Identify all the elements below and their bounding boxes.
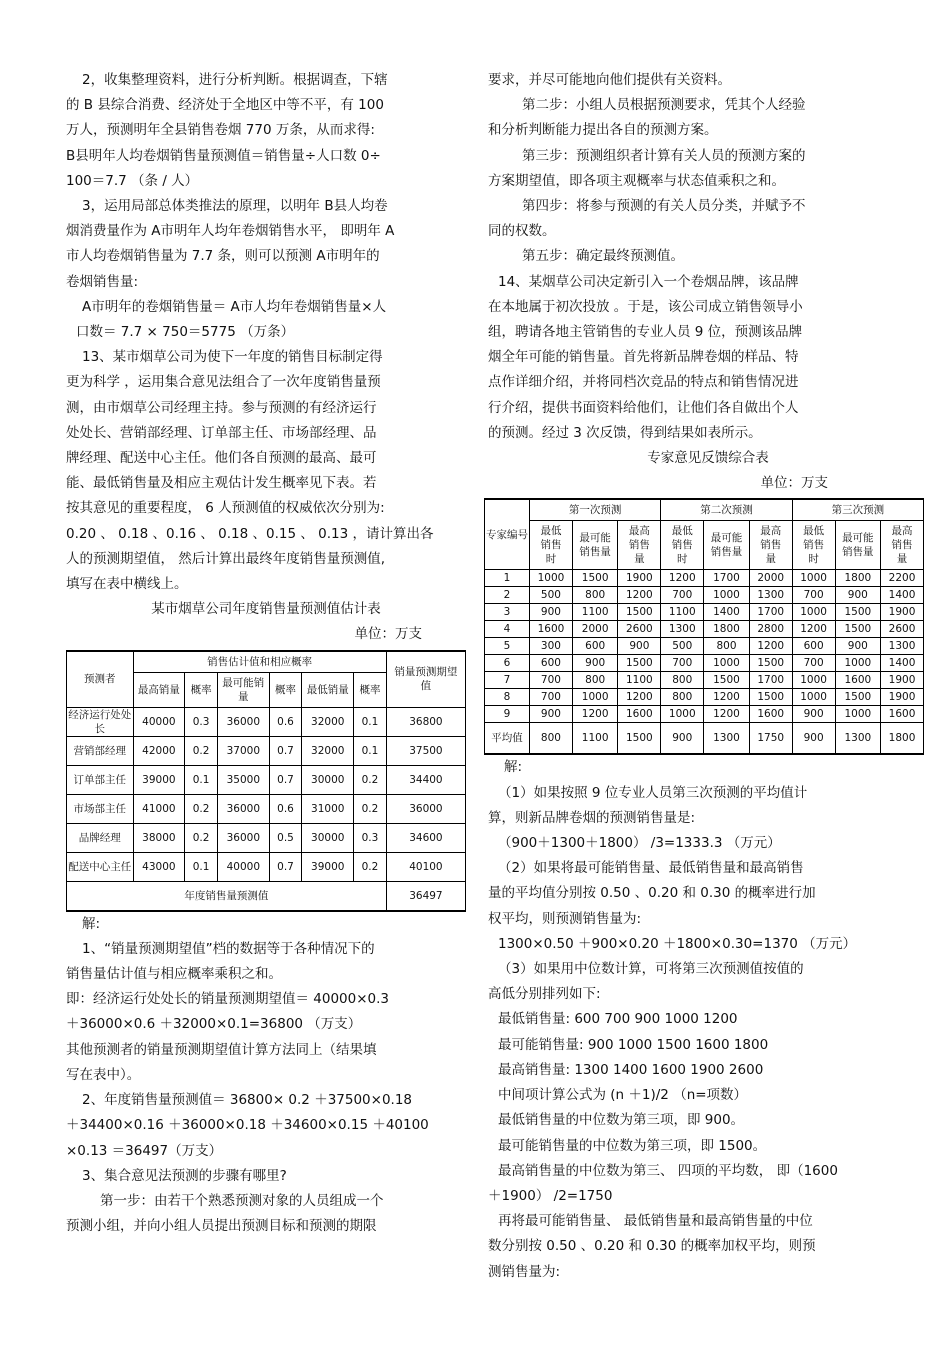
text-line: ×0.13 ＝36497（万支） xyxy=(66,1142,223,1159)
text-line: 烟消费量作为 A市明年人均年卷烟销售水平， 即明年 A xyxy=(66,223,395,240)
average-cell: 800 xyxy=(530,723,573,755)
text-line: 销售量估计值与相应概率乘积之和。 xyxy=(66,966,282,983)
text-line: 13、某市烟草公司为使下一年度的销售目标制定得 xyxy=(82,349,383,366)
average-cell: 1300 xyxy=(835,723,881,755)
table-cell: 1800 xyxy=(704,621,750,638)
sub-header: 最可能销售量 xyxy=(704,521,750,570)
table-cell: 1000 xyxy=(792,689,835,706)
text-line: 第一步：由若干个熟悉预测对象的人员组成一个 xyxy=(100,1192,384,1209)
table-row xyxy=(67,736,466,765)
table-cell: 800 xyxy=(661,689,704,706)
table-cell: 0.2 xyxy=(185,736,218,765)
table-cell: 1500 xyxy=(618,604,661,621)
text-line: 要求，并尽可能地向他们提供有关资料。 xyxy=(488,72,731,88)
average-cell: 900 xyxy=(792,723,835,755)
right-column xyxy=(488,68,928,1285)
average-cell: 1100 xyxy=(572,723,618,755)
text-line: 再将最可能销售量、 最低销售量和最高销售量的中位 xyxy=(498,1213,813,1230)
header-round-2: 第二次预测 xyxy=(661,499,792,521)
table-cell: 0.1 xyxy=(354,736,387,765)
table-cell: 900 xyxy=(572,655,618,672)
expert-id: 1 xyxy=(485,570,530,587)
text-line: 最可能销售量的中位数为第三项，即 1500。 xyxy=(498,1137,767,1154)
table-cell: 0.1 xyxy=(185,852,218,881)
predictor-name: 营销部经理 xyxy=(67,736,134,765)
table-cell: 900 xyxy=(618,638,661,655)
table-cell: 1600 xyxy=(835,672,881,689)
table-cell: 42000 xyxy=(133,736,185,765)
header-expected: 销量预测期望值 xyxy=(386,651,465,708)
table-cell: 1200 xyxy=(618,689,661,706)
average-cell: 1750 xyxy=(749,723,792,755)
sub-header: 最可能销售量 xyxy=(835,521,881,570)
table-cell: 38000 xyxy=(133,823,185,852)
sub-header: 最高销售量 xyxy=(618,521,661,570)
table1-caption: 某市烟草公司年度销售量预测值估计表 xyxy=(151,601,381,618)
text-line: 1300×0.50 ＋900×0.20 ＋1800×0.30=1370 （万元） xyxy=(498,935,857,952)
average-row xyxy=(485,723,924,755)
text-line: 更为科学 ，运用集合意见法组合了一次年度销售量预 xyxy=(66,374,381,391)
table-cell: 300 xyxy=(530,638,573,655)
text-line: 按其意见的重要程度， 6 人预测值的权威依次分别为: xyxy=(66,500,385,517)
total-value: 36497 xyxy=(386,881,465,911)
table-cell: 700 xyxy=(530,689,573,706)
table-row xyxy=(67,765,466,794)
table-cell: 1000 xyxy=(704,587,750,604)
table-cell: 0.6 xyxy=(269,707,302,736)
text-line: 1、“销量预测期望值”档的数据等于各种情况下的 xyxy=(82,940,375,957)
text-line: 的 B 县综合消费、经济处于全地区中等不平，有 100 xyxy=(66,97,384,114)
text-line: 即：经济运行处处长的销量预测期望值＝ 40000×0.3 xyxy=(66,991,390,1008)
table-cell: 41000 xyxy=(133,794,185,823)
header-round-3: 第三次预测 xyxy=(792,499,923,521)
total-label: 年度销售量预测值 xyxy=(67,881,387,911)
table-cell: 1200 xyxy=(618,587,661,604)
predictor-name: 订单部主任 xyxy=(67,765,134,794)
table-cell: 1500 xyxy=(835,621,881,638)
table-row xyxy=(485,587,924,604)
table-cell: 1500 xyxy=(618,655,661,672)
table-cell: 0.5 xyxy=(269,823,302,852)
sub-header: 最高销量 xyxy=(133,672,185,707)
text-line: 最可能销售量: 900 1000 1500 1600 1800 xyxy=(498,1036,769,1053)
sub-header: 最低销售时 xyxy=(661,521,704,570)
sub-header: 概率 xyxy=(185,672,218,707)
text-line: 和分析判断能力提出各自的预测方案。 xyxy=(488,122,718,139)
expert-id: 9 xyxy=(485,706,530,723)
table-cell: 1700 xyxy=(704,570,750,587)
table-cell: 39000 xyxy=(302,852,354,881)
table-row xyxy=(485,570,924,587)
text-line: 算，则新品牌卷烟的预测销售量是: xyxy=(488,809,696,826)
text-line: 数分别按 0.50 、0.20 和 0.30 的概率加权平均，则预 xyxy=(488,1238,816,1255)
text-line: 预测小组，并向小组人员提出预测目标和预测的期限 xyxy=(66,1218,377,1235)
table-cell: 1300 xyxy=(881,638,924,655)
sub-header: 最可能销量 xyxy=(217,672,269,707)
text-line: 烟全年可能的销售量。首先将新品牌卷烟的样品、特 xyxy=(488,349,799,366)
table-cell: 800 xyxy=(704,638,750,655)
table-cell: 1000 xyxy=(572,689,618,706)
table-cell: 0.2 xyxy=(354,794,387,823)
table-cell: 1600 xyxy=(530,621,573,638)
table-cell: 0.3 xyxy=(354,823,387,852)
text-line: 最高销售量: 1300 1400 1600 1900 2600 xyxy=(498,1061,764,1078)
table-cell: 35000 xyxy=(217,765,269,794)
expected-value: 34600 xyxy=(386,823,465,852)
table-cell: 2000 xyxy=(749,570,792,587)
table-cell: 700 xyxy=(661,587,704,604)
table-cell: 1300 xyxy=(749,587,792,604)
table-cell: 1500 xyxy=(749,689,792,706)
text-line: 的预测。经过 3 次反馈，得到结果如表所示。 xyxy=(488,424,762,441)
table2-unit: 单位：万支 xyxy=(760,475,828,492)
table-cell: 0.3 xyxy=(185,707,218,736)
table-cell: 1600 xyxy=(749,706,792,723)
text-line: （900＋1300＋1800） /3=1333.3 （万元） xyxy=(498,835,781,852)
text-line: 能、最低销售量及相应主观估计发生概率见下表。若 xyxy=(66,475,377,492)
text-line: 卷烟销售量: xyxy=(66,273,139,290)
table-cell: 1400 xyxy=(881,655,924,672)
sub-header: 概率 xyxy=(354,672,387,707)
table-row xyxy=(485,621,924,638)
table-cell: 2000 xyxy=(572,621,618,638)
table-cell: 500 xyxy=(661,638,704,655)
table-cell: 1900 xyxy=(881,604,924,621)
table-cell: 1500 xyxy=(835,604,881,621)
expert-id: 5 xyxy=(485,638,530,655)
table-cell: 1400 xyxy=(881,587,924,604)
table-cell: 1200 xyxy=(572,706,618,723)
text-line: 测销售量为: xyxy=(488,1263,561,1280)
table-cell: 1700 xyxy=(749,672,792,689)
table-cell: 0.1 xyxy=(354,707,387,736)
average-cell: 1500 xyxy=(618,723,661,755)
text-line: 点作详细介绍，并将同档次竞品的特点和销售情况进 xyxy=(488,374,799,391)
text-line: 同的权数。 xyxy=(488,223,556,240)
table-cell: 0.2 xyxy=(354,765,387,794)
text-line: 3，运用局部总体类推法的原理，以明年 B县人均卷 xyxy=(82,198,388,215)
table-cell: 1200 xyxy=(704,706,750,723)
text-line: （1）如果按照 9 位专业人员第三次预测的平均值计 xyxy=(498,784,808,801)
table-cell: 40000 xyxy=(217,852,269,881)
table-cell: 1900 xyxy=(881,672,924,689)
table-cell: 600 xyxy=(792,638,835,655)
table-cell: 900 xyxy=(835,638,881,655)
table-cell: 1500 xyxy=(749,655,792,672)
text-line: 高低分别排列如下: xyxy=(488,986,601,1003)
text-line: 第五步：确定最终预测值。 xyxy=(522,248,684,265)
table-cell: 0.7 xyxy=(269,852,302,881)
text-line: 权平均，则预测销售量为: xyxy=(488,910,642,927)
text-line: 市人均卷烟销售量为 7.7 条，则可以预测 A市明年的 xyxy=(66,248,380,265)
table-cell: 600 xyxy=(530,655,573,672)
table-cell: 900 xyxy=(530,706,573,723)
text-line: 行介绍，提供书面资料给他们，让他们各自做出个人 xyxy=(488,399,799,416)
table-cell: 32000 xyxy=(302,736,354,765)
table-row xyxy=(485,672,924,689)
table-cell: 36000 xyxy=(217,707,269,736)
table-row xyxy=(67,852,466,881)
table-cell: 0.6 xyxy=(269,794,302,823)
table-cell: 900 xyxy=(530,604,573,621)
expert-id: 8 xyxy=(485,689,530,706)
header-expert-id: 专家编号 xyxy=(485,499,530,570)
table-cell: 1400 xyxy=(704,604,750,621)
table-row xyxy=(485,655,924,672)
average-cell: 1800 xyxy=(881,723,924,755)
table-cell: 0.7 xyxy=(269,736,302,765)
table-cell: 30000 xyxy=(302,765,354,794)
text-line: 解: xyxy=(504,759,523,776)
text-line: ＋36000×0.6 ＋32000×0.1=36800 （万支） xyxy=(66,1016,362,1033)
sub-header: 最高销售量 xyxy=(749,521,792,570)
text-line: ＋1900） /2=1750 xyxy=(488,1187,613,1204)
text-line: 0.20 、 0.18 、0.16 、 0.18 、0.15 、 0.13 ，请计算出各 xyxy=(66,525,434,542)
text-line: 其他预测者的销量预测期望值计算方法同上（结果填 xyxy=(66,1041,377,1058)
table-cell: 36000 xyxy=(217,794,269,823)
sub-header: 最可能销售量 xyxy=(572,521,618,570)
text-line: 人的预测期望值， 然后计算出最终年度销售量预测值, xyxy=(66,550,386,567)
text-line: （3）如果用中位数计算，可将第三次预测值按值的 xyxy=(498,961,804,978)
text-line: 第二步：小组人员根据预测要求，凭其个人经验 xyxy=(522,97,806,114)
expert-feedback-table xyxy=(484,498,924,755)
table-cell: 1600 xyxy=(618,706,661,723)
table-cell: 0.1 xyxy=(185,765,218,794)
table-cell: 1900 xyxy=(618,570,661,587)
table-cell: 700 xyxy=(792,587,835,604)
left-column xyxy=(66,68,466,1239)
table-cell: 1000 xyxy=(704,655,750,672)
expected-value: 34400 xyxy=(386,765,465,794)
table-cell: 1200 xyxy=(792,621,835,638)
table-cell: 2800 xyxy=(749,621,792,638)
table-cell: 1000 xyxy=(792,570,835,587)
table-cell: 0.2 xyxy=(185,823,218,852)
text-line: 测，由市烟草公司经理主持。参与预测的有经济运行 xyxy=(66,399,377,416)
expected-value: 36000 xyxy=(386,794,465,823)
text-line: 2、年度销售量预测值＝ 36800× 0.2 ＋37500×0.18 xyxy=(82,1092,413,1109)
table-cell: 31000 xyxy=(302,794,354,823)
table-cell: 32000 xyxy=(302,707,354,736)
table-cell: 1900 xyxy=(881,689,924,706)
table-cell: 1200 xyxy=(749,638,792,655)
table-cell: 37000 xyxy=(217,736,269,765)
table-cell: 1000 xyxy=(835,706,881,723)
text-line: 口数＝ 7.7 × 750＝5775 （万条） xyxy=(76,324,295,341)
text-line: 写在表中）。 xyxy=(66,1066,141,1083)
table-row xyxy=(67,794,466,823)
table-row xyxy=(67,823,466,852)
table-cell: 600 xyxy=(572,638,618,655)
table-cell: 900 xyxy=(835,587,881,604)
table-cell: 1600 xyxy=(881,706,924,723)
table-cell: 1800 xyxy=(835,570,881,587)
text-line: 解: xyxy=(82,915,101,932)
table-cell: 40000 xyxy=(133,707,185,736)
text-line: 牌经理、配送中心主任。他们各自预测的最高、最可 xyxy=(66,450,377,467)
table-cell: 800 xyxy=(572,672,618,689)
expected-value: 37500 xyxy=(386,736,465,765)
table-cell: 2200 xyxy=(881,570,924,587)
table-cell: 700 xyxy=(530,672,573,689)
predictor-name: 经济运行处处长 xyxy=(68,708,132,735)
expected-value: 36800 xyxy=(386,707,465,736)
sub-header: 最低销量 xyxy=(302,672,354,707)
text-line: 中间项计算公式为 (n ＋1)/2 （n=项数） xyxy=(498,1087,748,1104)
table-cell: 500 xyxy=(530,587,573,604)
table-cell: 1500 xyxy=(835,689,881,706)
table1-unit: 单位：万支 xyxy=(354,626,422,643)
text-line: 填写在表中横线上。 xyxy=(66,576,188,593)
predictor-name: 品牌经理 xyxy=(67,823,134,852)
table-cell: 700 xyxy=(792,655,835,672)
sub-header: 最高销售量 xyxy=(881,521,924,570)
average-cell: 900 xyxy=(661,723,704,755)
table-cell: 1200 xyxy=(704,689,750,706)
expert-id: 4 xyxy=(485,621,530,638)
table2-caption: 专家意见反馈综合表 xyxy=(647,450,769,467)
table-cell: 800 xyxy=(572,587,618,604)
text-line: （2）如果将最可能销售量、最低销售量和最高销售 xyxy=(498,860,804,877)
table-cell: 1300 xyxy=(661,621,704,638)
header-round-1: 第一次预测 xyxy=(530,499,661,521)
table-cell: 0.7 xyxy=(269,765,302,794)
table-cell: 30000 xyxy=(302,823,354,852)
table-cell: 0.2 xyxy=(185,794,218,823)
predictor-name: 市场部主任 xyxy=(67,794,134,823)
text-line: 在本地属于初次投放 。于是，该公司成立销售领导小 xyxy=(488,298,803,315)
header-predictor: 预测者 xyxy=(67,651,134,708)
text-line: 量的平均值分别按 0.50 、0.20 和 0.30 的概率进行加 xyxy=(488,885,816,902)
average-label: 平均值 xyxy=(485,723,530,755)
sub-header: 最低销售时 xyxy=(792,521,835,570)
text-line: 最低销售量: 600 700 900 1000 1200 xyxy=(498,1011,738,1028)
table-cell: 36000 xyxy=(217,823,269,852)
table-cell: 1000 xyxy=(530,570,573,587)
predictor-name: 配送中心主任 xyxy=(67,852,134,881)
text-line: 最高销售量的中位数为第三、 四项的平均数， 即（1600 xyxy=(498,1162,838,1179)
table-cell: 1000 xyxy=(792,604,835,621)
text-line: 100＝7.7 （条 / 人） xyxy=(66,172,199,189)
table-cell: 43000 xyxy=(133,852,185,881)
table-row xyxy=(67,707,466,736)
sub-header: 最低销售时 xyxy=(530,521,573,570)
table-row xyxy=(485,638,924,655)
table-cell: 1000 xyxy=(835,655,881,672)
expert-id: 3 xyxy=(485,604,530,621)
table-cell: 2600 xyxy=(618,621,661,638)
text-line: A市明年的卷烟销售量＝ A市人均年卷烟销售量×人 xyxy=(82,298,387,315)
text-line: 第三步：预测组织者计算有关人员的预测方案的 xyxy=(522,147,806,164)
text-line: 第四步：将参与预测的有关人员分类，并赋予不 xyxy=(522,198,806,215)
expected-value: 40100 xyxy=(386,852,465,881)
table-cell: 1000 xyxy=(792,672,835,689)
table-cell: 39000 xyxy=(133,765,185,794)
table-cell: 1100 xyxy=(572,604,618,621)
text-line: 万人，预测明年全县销售卷烟 770 万条，从而求得: xyxy=(66,122,375,139)
text-line: 组，聘请各地主管销售的专业人员 9 位，预测该品牌 xyxy=(488,324,803,341)
table-cell: 2600 xyxy=(881,621,924,638)
average-cell: 1300 xyxy=(704,723,750,755)
table-cell: 0.2 xyxy=(354,852,387,881)
table-row xyxy=(485,706,924,723)
table-total-row xyxy=(67,881,466,911)
text-line: ＋34400×0.16 ＋36000×0.18 ＋34600×0.15 ＋40100 xyxy=(66,1117,429,1134)
text-line: 方案期望值，即各项主观概率与状态值乘积之和。 xyxy=(488,172,785,189)
forecast-estimate-table xyxy=(66,650,466,912)
table-cell: 1500 xyxy=(572,570,618,587)
table-cell: 1700 xyxy=(749,604,792,621)
table-cell: 1100 xyxy=(661,604,704,621)
expert-id: 2 xyxy=(485,587,530,604)
table-row xyxy=(485,689,924,706)
table-row xyxy=(485,604,924,621)
text-line: 处处长、营销部经理、订单部主任、市场部经理、品 xyxy=(66,424,377,441)
sub-header: 概率 xyxy=(269,672,302,707)
table-cell: 800 xyxy=(661,672,704,689)
expert-id: 7 xyxy=(485,672,530,689)
text-line: 14、某烟草公司决定新引入一个卷烟品牌，该品牌 xyxy=(498,273,799,290)
text-line: 3、集合意见法预测的步骤有哪里? xyxy=(82,1167,287,1184)
table-cell: 1000 xyxy=(661,706,704,723)
text-line: B县明年人均卷烟销售量预测值＝销售量÷人口数 0÷ xyxy=(66,147,381,164)
table-cell: 900 xyxy=(792,706,835,723)
table-cell: 1500 xyxy=(704,672,750,689)
text-line: 2，收集整理资料，进行分析判断。根据调查，下辖 xyxy=(82,72,388,88)
table-cell: 700 xyxy=(661,655,704,672)
expert-id: 6 xyxy=(485,655,530,672)
table-cell: 1200 xyxy=(661,570,704,587)
text-line: 最低销售量的中位数为第三项，即 900。 xyxy=(498,1112,745,1129)
header-estimates: 销售估计值和相应概率 xyxy=(133,651,386,673)
table-cell: 1100 xyxy=(618,672,661,689)
